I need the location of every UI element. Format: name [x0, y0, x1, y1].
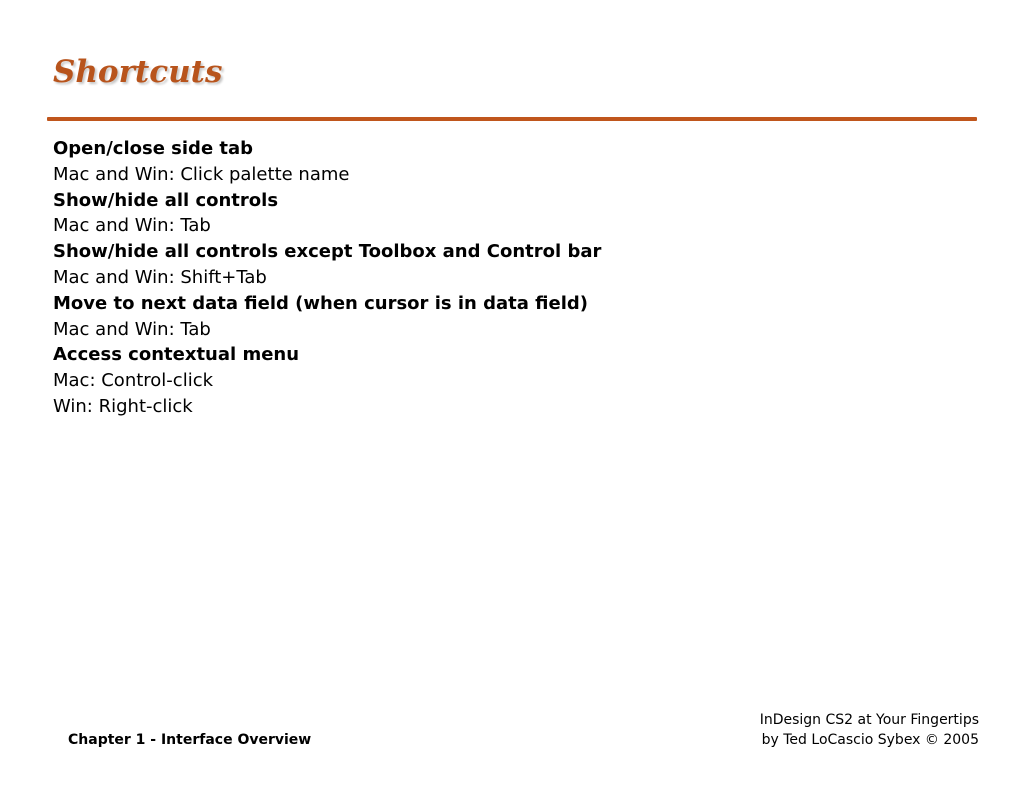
- shortcut-detail: Mac: Control-click: [53, 370, 214, 392]
- shortcut-detail: Mac and Win: Click palette name: [53, 163, 350, 185]
- shortcut-detail: Mac and Win: Shift+Tab: [53, 266, 267, 288]
- shortcut-heading: Move to next data field (when cursor is in data field): [53, 292, 588, 314]
- shortcut-heading: Show/hide all controls except Toolbox and Control bar: [53, 241, 602, 263]
- shortcut-detail: Win: Right-click: [53, 395, 193, 417]
- shortcut-detail: Mac and Win: Tab: [53, 215, 211, 237]
- shortcut-detail: Mac and Win: Tab: [53, 318, 211, 340]
- shortcut-list: [53, 136, 953, 420]
- title-divider: [47, 117, 977, 121]
- author-credit: by Ted LoCascio Sybex © 2005: [761, 732, 979, 748]
- slide-title: Shortcuts: [53, 54, 223, 90]
- book-credit-footer: [760, 710, 979, 750]
- shortcut-heading: Open/close side tab: [53, 138, 254, 159]
- book-title: InDesign CS2 at Your Fingertips: [759, 712, 979, 728]
- chapter-footer: Chapter 1 - Interface Overview: [68, 732, 312, 748]
- shortcut-heading: Access contextual menu: [53, 344, 300, 366]
- shortcut-heading: Show/hide all controls: [53, 189, 279, 211]
